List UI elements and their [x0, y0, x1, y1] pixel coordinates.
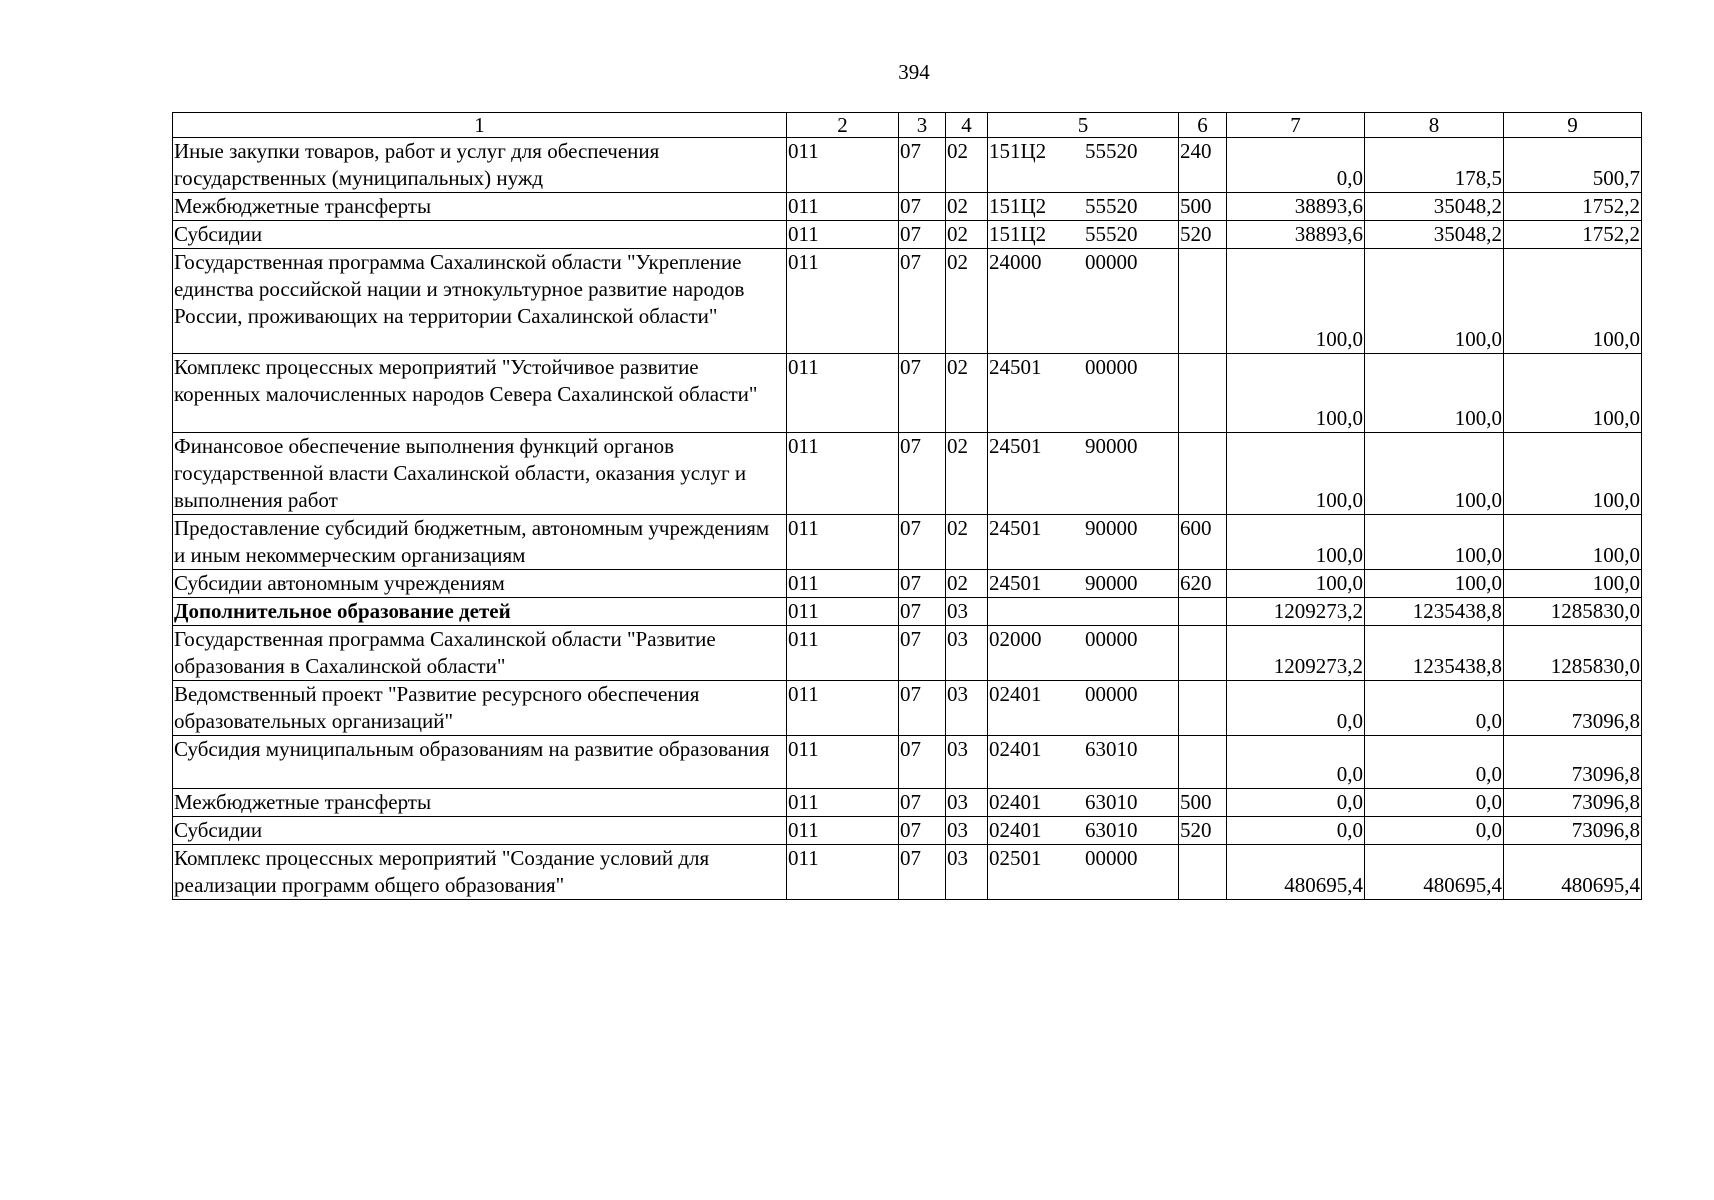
row-name-cell: Субсидии — [173, 817, 787, 845]
code-expense-type-cell — [1179, 433, 1227, 515]
amount-col8-cell: 1235438,8 — [1365, 626, 1504, 681]
amount-col9-cell: 73096,8 — [1504, 817, 1642, 845]
table-row — [173, 845, 1642, 900]
amount-col9-cell: 100,0 — [1504, 570, 1642, 598]
code-expense-type-cell: 500 — [1179, 193, 1227, 221]
table-row — [173, 736, 1642, 789]
table-row — [173, 193, 1642, 221]
code-target-article-cell — [988, 138, 1179, 193]
code-expense-type-cell — [1179, 354, 1227, 433]
amount-col8-cell: 100,0 — [1365, 249, 1504, 354]
target-article-program-code: 02401 — [989, 682, 1042, 706]
column-header-6: 6 — [1179, 113, 1227, 138]
code-section-cell: 07 — [899, 817, 946, 845]
amount-col8-cell: 0,0 — [1365, 736, 1504, 789]
code-expense-type-cell — [1179, 598, 1227, 626]
code-subsection-cell: 03 — [946, 736, 988, 789]
table-row — [173, 570, 1642, 598]
code-section-cell: 07 — [899, 736, 946, 789]
row-name-cell: Предоставление субсидий бюджетным, автономным учреждениям и иным некоммерческим организациям — [173, 515, 787, 570]
amount-col9-cell: 73096,8 — [1504, 789, 1642, 817]
row-name-cell: Субсидия муниципальным образованиям на развитие образования — [173, 736, 787, 789]
code-target-article-cell — [988, 354, 1179, 433]
target-article-program-code: 02000 — [989, 627, 1042, 651]
amount-col7-cell: 0,0 — [1227, 736, 1365, 789]
amount-col8-cell: 0,0 — [1365, 789, 1504, 817]
target-article-direction-code: 00000 — [1085, 627, 1138, 651]
code-section-cell: 07 — [899, 570, 946, 598]
amount-col7-cell: 480695,4 — [1227, 845, 1365, 900]
page-number: 394 — [898, 60, 930, 84]
table-row — [173, 354, 1642, 433]
table-row — [173, 681, 1642, 736]
row-name-cell: Межбюджетные трансферты — [173, 789, 787, 817]
code-subsection-cell: 03 — [946, 626, 988, 681]
target-article-program-code: 24000 — [989, 250, 1042, 274]
code-target-article-cell — [988, 221, 1179, 249]
code-subsection-cell: 02 — [946, 570, 988, 598]
code-admin-cell: 011 — [787, 598, 899, 626]
amount-col9-cell: 100,0 — [1504, 515, 1642, 570]
code-section-cell: 07 — [899, 249, 946, 354]
code-subsection-cell: 03 — [946, 845, 988, 900]
code-section-cell: 07 — [899, 598, 946, 626]
table-row — [173, 221, 1642, 249]
amount-col7-cell: 100,0 — [1227, 354, 1365, 433]
amount-col8-cell: 0,0 — [1365, 681, 1504, 736]
code-target-article-cell — [988, 249, 1179, 354]
row-name-cell: Государственная программа Сахалинской области "Развитие образования в Сахалинской области" — [173, 626, 787, 681]
code-section-cell: 07 — [899, 789, 946, 817]
table-row — [173, 249, 1642, 354]
code-subsection-cell: 02 — [946, 433, 988, 515]
code-section-cell: 07 — [899, 138, 946, 193]
amount-col8-cell: 100,0 — [1365, 515, 1504, 570]
column-header-1: 1 — [173, 113, 787, 138]
amount-col7-cell: 0,0 — [1227, 789, 1365, 817]
code-expense-type-cell: 520 — [1179, 817, 1227, 845]
table-row — [173, 598, 1642, 626]
code-section-cell: 07 — [899, 681, 946, 736]
table-row — [173, 138, 1642, 193]
amount-col9-cell: 1285830,0 — [1504, 626, 1642, 681]
code-subsection-cell: 03 — [946, 598, 988, 626]
amount-col7-cell: 100,0 — [1227, 570, 1365, 598]
amount-col9-cell: 1752,2 — [1504, 193, 1642, 221]
code-expense-type-cell — [1179, 845, 1227, 900]
target-article-direction-code: 63010 — [1085, 818, 1138, 842]
target-article-program-code: 24501 — [989, 434, 1042, 458]
code-admin-cell: 011 — [787, 249, 899, 354]
amount-col7-cell: 1209273,2 — [1227, 626, 1365, 681]
code-admin-cell: 011 — [787, 138, 899, 193]
code-section-cell: 07 — [899, 221, 946, 249]
code-target-article-cell — [988, 736, 1179, 789]
code-admin-cell: 011 — [787, 681, 899, 736]
amount-col8-cell: 1235438,8 — [1365, 598, 1504, 626]
code-expense-type-cell — [1179, 681, 1227, 736]
target-article-direction-code: 55520 — [1085, 139, 1138, 163]
column-header-5: 5 — [988, 113, 1179, 138]
amount-col9-cell: 1752,2 — [1504, 221, 1642, 249]
target-article-direction-code: 00000 — [1085, 355, 1138, 379]
code-subsection-cell: 02 — [946, 221, 988, 249]
amount-col9-cell: 480695,4 — [1504, 845, 1642, 900]
row-name-cell: Государственная программа Сахалинской области "Укрепление единства российской нации и этнокультурное развитие народов России, проживающих на территории Сахалинской области" — [173, 249, 787, 354]
code-admin-cell: 011 — [787, 789, 899, 817]
column-header-9: 9 — [1504, 113, 1642, 138]
amount-col9-cell: 100,0 — [1504, 354, 1642, 433]
code-admin-cell: 011 — [787, 817, 899, 845]
code-section-cell: 07 — [899, 626, 946, 681]
amount-col8-cell: 35048,2 — [1365, 221, 1504, 249]
row-name-cell: Ведомственный проект "Развитие ресурсного обеспечения образовательных организаций" — [173, 681, 787, 736]
code-target-article-cell — [988, 626, 1179, 681]
code-target-article-cell — [988, 515, 1179, 570]
column-header-2: 2 — [787, 113, 899, 138]
target-article-program-code: 151Ц2 — [989, 222, 1047, 246]
amount-col8-cell: 100,0 — [1365, 433, 1504, 515]
code-expense-type-cell: 600 — [1179, 515, 1227, 570]
target-article-program-code: 151Ц2 — [989, 139, 1047, 163]
code-subsection-cell: 03 — [946, 681, 988, 736]
code-section-cell: 07 — [899, 845, 946, 900]
target-article-direction-code: 00000 — [1085, 846, 1138, 870]
row-name-cell: Дополнительное образование детей — [173, 598, 787, 626]
amount-col9-cell: 500,7 — [1504, 138, 1642, 193]
target-article-direction-code: 55520 — [1085, 222, 1138, 246]
target-article-program-code: 151Ц2 — [989, 194, 1047, 218]
target-article-program-code: 24501 — [989, 571, 1042, 595]
row-name-cell: Межбюджетные трансферты — [173, 193, 787, 221]
amount-col7-cell: 1209273,2 — [1227, 598, 1365, 626]
code-target-article-cell — [988, 433, 1179, 515]
amount-col8-cell: 100,0 — [1365, 570, 1504, 598]
table-row — [173, 789, 1642, 817]
amount-col9-cell: 73096,8 — [1504, 736, 1642, 789]
target-article-direction-code: 55520 — [1085, 194, 1138, 218]
code-expense-type-cell: 520 — [1179, 221, 1227, 249]
code-expense-type-cell: 500 — [1179, 789, 1227, 817]
code-subsection-cell: 03 — [946, 817, 988, 845]
row-name-cell: Комплекс процессных мероприятий "Создание условий для реализации программ общего образования" — [173, 845, 787, 900]
row-name-cell: Субсидии — [173, 221, 787, 249]
amount-col7-cell: 38893,6 — [1227, 193, 1365, 221]
column-header-8: 8 — [1365, 113, 1504, 138]
amount-col7-cell: 100,0 — [1227, 433, 1365, 515]
code-section-cell: 07 — [899, 193, 946, 221]
code-subsection-cell: 02 — [946, 354, 988, 433]
code-target-article-cell — [988, 681, 1179, 736]
code-section-cell: 07 — [899, 515, 946, 570]
target-article-program-code: 02401 — [989, 790, 1042, 814]
target-article-program-code: 02501 — [989, 846, 1042, 870]
code-subsection-cell: 02 — [946, 138, 988, 193]
target-article-program-code: 24501 — [989, 516, 1042, 540]
code-target-article-cell — [988, 789, 1179, 817]
target-article-direction-code: 00000 — [1085, 250, 1138, 274]
target-article-direction-code: 90000 — [1085, 434, 1138, 458]
column-number-header-row — [173, 113, 1642, 138]
row-name-cell: Субсидии автономным учреждениям — [173, 570, 787, 598]
amount-col8-cell: 35048,2 — [1365, 193, 1504, 221]
amount-col8-cell: 100,0 — [1365, 354, 1504, 433]
amount-col8-cell: 480695,4 — [1365, 845, 1504, 900]
target-article-program-code: 02401 — [989, 737, 1042, 761]
row-name-cell: Комплекс процессных мероприятий "Устойчивое развитие коренных малочисленных народов Севера Сахалинской области" — [173, 354, 787, 433]
table-row — [173, 626, 1642, 681]
column-header-7: 7 — [1227, 113, 1365, 138]
code-section-cell: 07 — [899, 433, 946, 515]
row-name-cell: Финансовое обеспечение выполнения функций органов государственной власти Сахалинской области, оказания услуг и выполнения работ — [173, 433, 787, 515]
amount-col7-cell: 100,0 — [1227, 249, 1365, 354]
amount-col9-cell: 100,0 — [1504, 433, 1642, 515]
code-target-article-cell — [988, 845, 1179, 900]
code-admin-cell: 011 — [787, 193, 899, 221]
code-target-article-cell — [988, 570, 1179, 598]
amount-col8-cell: 178,5 — [1365, 138, 1504, 193]
column-header-3: 3 — [899, 113, 946, 138]
table-row — [173, 433, 1642, 515]
code-admin-cell: 011 — [787, 354, 899, 433]
code-expense-type-cell — [1179, 626, 1227, 681]
code-subsection-cell: 02 — [946, 193, 988, 221]
code-expense-type-cell: 240 — [1179, 138, 1227, 193]
code-subsection-cell: 02 — [946, 249, 988, 354]
code-admin-cell: 011 — [787, 626, 899, 681]
target-article-program-code: 02401 — [989, 818, 1042, 842]
amount-col8-cell: 0,0 — [1365, 817, 1504, 845]
code-target-article-cell — [988, 817, 1179, 845]
amount-col7-cell: 0,0 — [1227, 138, 1365, 193]
target-article-direction-code: 90000 — [1085, 571, 1138, 595]
target-article-direction-code: 90000 — [1085, 516, 1138, 540]
code-subsection-cell: 03 — [946, 789, 988, 817]
table-row — [173, 515, 1642, 570]
code-admin-cell: 011 — [787, 515, 899, 570]
table-row — [173, 817, 1642, 845]
code-target-article-cell — [988, 598, 1179, 626]
budget-table — [172, 112, 1642, 900]
code-subsection-cell: 02 — [946, 515, 988, 570]
row-name-cell: Иные закупки товаров, работ и услуг для обеспечения государственных (муниципальных) нужд — [173, 138, 787, 193]
code-section-cell: 07 — [899, 354, 946, 433]
amount-col7-cell: 0,0 — [1227, 681, 1365, 736]
target-article-direction-code: 63010 — [1085, 790, 1138, 814]
target-article-direction-code: 63010 — [1085, 737, 1138, 761]
code-target-article-cell — [988, 193, 1179, 221]
code-admin-cell: 011 — [787, 221, 899, 249]
amount-col9-cell: 1285830,0 — [1504, 598, 1642, 626]
amount-col7-cell: 38893,6 — [1227, 221, 1365, 249]
amount-col7-cell: 0,0 — [1227, 817, 1365, 845]
code-admin-cell: 011 — [787, 433, 899, 515]
amount-col9-cell: 73096,8 — [1504, 681, 1642, 736]
code-expense-type-cell — [1179, 249, 1227, 354]
column-header-4: 4 — [946, 113, 988, 138]
code-admin-cell: 011 — [787, 845, 899, 900]
amount-col9-cell: 100,0 — [1504, 249, 1642, 354]
amount-col7-cell: 100,0 — [1227, 515, 1365, 570]
code-expense-type-cell: 620 — [1179, 570, 1227, 598]
target-article-program-code: 24501 — [989, 355, 1042, 379]
code-admin-cell: 011 — [787, 570, 899, 598]
code-admin-cell: 011 — [787, 736, 899, 789]
code-expense-type-cell — [1179, 736, 1227, 789]
target-article-direction-code: 00000 — [1085, 682, 1138, 706]
